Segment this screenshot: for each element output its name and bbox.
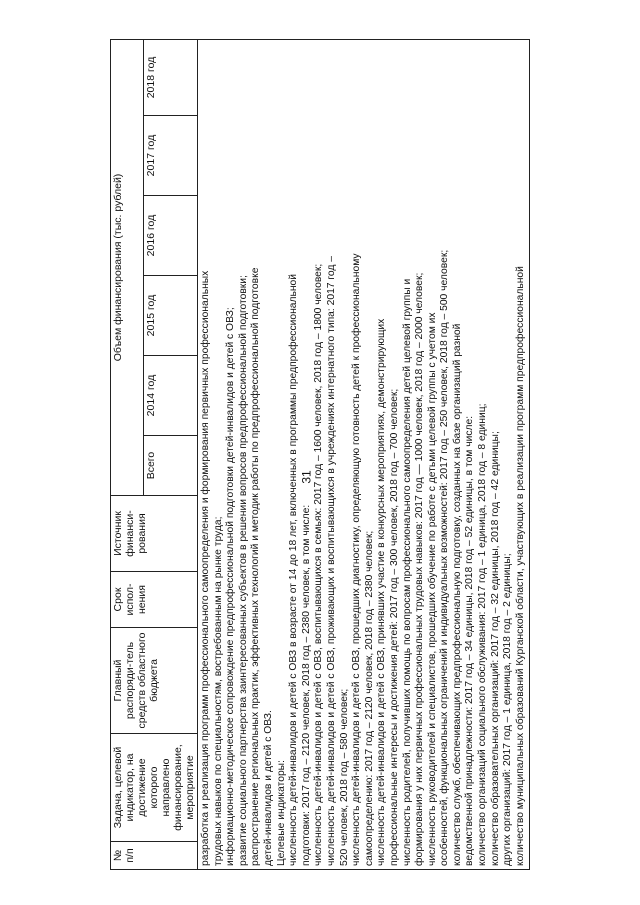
body-line: количество служб, обеспечивающих предпрофессиональную подготовку, созданных на базе организаций разной [451,323,463,866]
header-term: Срок испол-нения [111,572,198,628]
header-row-1 [111,39,144,869]
body-line: профессиональные интересы и достижения детей: 2017 год – 300 человек, 2018 год – 700 человек; [388,388,400,866]
body-line: численность детей-инвалидов и детей с ОВЗ в возрасте от 14 до 18 лет, включенных в программы предпрофессиональной [288,273,300,866]
body-text-cell [198,39,530,869]
body-line: самоопределению: 2017 год – 2120 человек, 2018 год – 2380 человек; [363,530,375,866]
header-volume: Объем финансирования (тыс. рублей) [111,39,144,495]
body-line: численность детей-инвалидов и детей с ОВЗ, воспитывающихся в семьях: 2017 год – 1600 человек, 2018 год – 1800 человек; [313,263,325,866]
body-line: особенностей, функциональных ограничений и индивидуальных возможностей: 2017 год – 250 человек, 2018 год – 500 человек; [439,249,451,866]
page-number: 31 [299,470,314,484]
body-line: количество муниципальных образований Курганской области, участвующих в реализации программ предпрофессиональной [514,266,526,866]
header-year-2016: 2016 год [144,196,198,276]
body-line: развитие социального партнерства заинтересованных субъектов в решении вопросов предпрофессиональной подготовки; [237,275,249,866]
header-year-2018: 2018 год [144,39,198,115]
header-task: Задача, целевой индикатор, на достижение которого направлено финансирование, мероприятие [111,734,198,842]
financing-table [110,39,530,870]
body-line: разработка и реализация программ профессионального самоопределения и формирования первичных профессиональных [200,270,211,866]
header-year-2014: 2014 год [144,356,198,436]
header-num: № п/п [111,842,198,870]
body-line: трудовых навыков по специальностям, востребованным на рынке труда; [212,516,224,866]
body-row [198,39,530,869]
body-line: 520 человек, 2018 год – 580 человек; [338,688,350,866]
rotated-document-page [110,40,615,870]
body-line: распространение региональных практик, эффективных технологий и методик работы по предпрофессиональной подготовке [250,267,262,866]
header-source: Источник финанси-рования [111,496,198,572]
body-line: количество организаций социального обслуживания: 2017 год – 1 единица, 2018 год – 8 единиц; [477,403,489,866]
body-line: численность детей-инвалидов и детей с ОВЗ, проживающих и воспитывающихся в учреждениях интернатного типа: 2017 год – [325,255,337,866]
body-line: подготовки: 2017 год – 2120 человек, 2018 год – 2380 человек, в том числе: [300,504,312,866]
body-line: численность детей-инвалидов и детей с ОВЗ, прошедших диагностику, определяющую готовность детей к профессиональному [351,253,363,866]
body-line: Целевые индикаторы: [275,760,287,866]
header-year-2015: 2015 год [144,276,198,356]
body-line: численность родителей, получивших помощь по вопросам профессионального самоопределения детей целевой группы и [401,278,413,866]
body-line: ведомственной принадлежности: 2017 год – 34 единицы, 2018 год – 52 единицы, в том числе: [464,415,476,866]
body-line: детей-инвалидов и детей с ОВЗ. [262,710,274,866]
body-line: других организаций: 2017 год – 1 единица, 2018 год – 2 единицы; [502,553,514,866]
header-total: Всего [144,436,198,496]
body-line: количество образовательных организаций: 2017 год – 32 единицы, 2018 год – 42 единицы; [489,431,501,866]
header-manager: Главный распоряди-тель средств областного бюджета [111,628,198,734]
header-year-2017: 2017 год [144,116,198,196]
body-line: формирования у них первичных профессиональных трудовых навыков: 2017 год — 1000 человек, 2018 год – 2000 человек; [414,272,426,866]
body-line: численность детей-инвалидов и детей с ОВЗ, принявших участие в конкурсных мероприятиях, демонстрирующих [376,318,388,866]
body-line: численность руководителей и специалистов, прошедших обучение по работе с детьми целевой группы с учетом их [426,312,438,866]
body-line: информационно-методическое сопровождение предпрофессиональной подготовки детей-инвалидов и детей с ОВЗ; [225,307,237,866]
